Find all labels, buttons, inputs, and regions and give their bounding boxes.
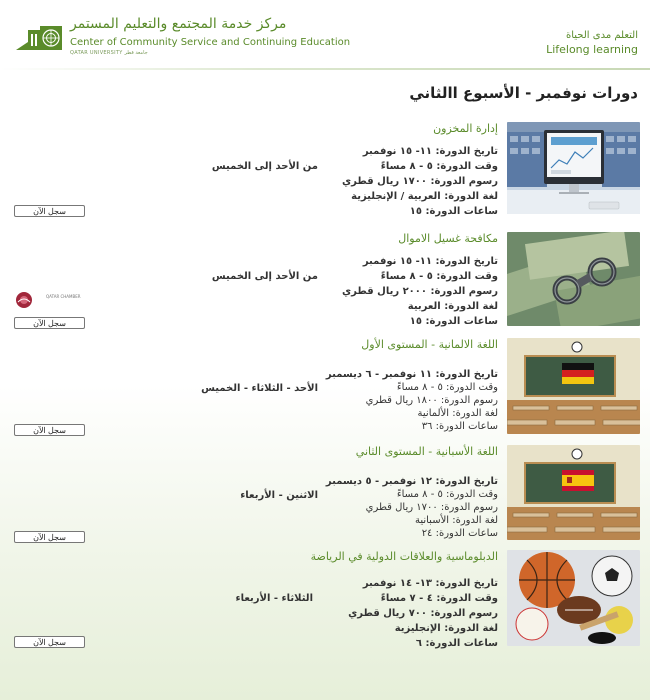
course-language: لغة الدورة: العربية: [407, 301, 498, 312]
course-time: وقت الدورة: ٤ - ٧ مساءً: [380, 593, 498, 604]
course-language: لغة الدورة: العربية / الإنجليزية: [351, 191, 498, 202]
course-hours: ساعات الدورة: ٦: [415, 638, 498, 649]
course-days: من الأحد إلى الخميس: [211, 161, 318, 172]
course-title: الدبلوماسية والعلاقات الدولية في الرياضة: [310, 550, 498, 563]
qatar-chamber-emblem-icon: [14, 290, 34, 310]
course-time: وقت الدورة: ٥ - ٨ مساءً: [396, 489, 498, 500]
course-fee: رسوم الدورة: ١٨٠٠ ريال قطري: [365, 395, 498, 406]
course-language: لغة الدورة: الأسبانية: [414, 515, 498, 526]
german-classroom-image: [507, 338, 640, 434]
course-details: [326, 475, 498, 540]
course-days: الاثنين - الأربعاء: [240, 490, 318, 501]
register-button[interactable]: سجل الآن: [14, 205, 85, 217]
course-time: وقت الدورة: ٥ - ٨ مساءً: [380, 161, 498, 172]
handcuffs-money-image: [507, 232, 640, 326]
course-title: مكافحة غسيل الاموال: [398, 232, 498, 245]
org-name-english: Center of Community Service and Continuing Education: [70, 37, 351, 48]
register-button[interactable]: سجل الآن: [14, 317, 85, 329]
lifelong-learning-arabic: التعلم مدى الحياة: [565, 30, 638, 41]
course-title: اللغة الالمانية - المستوى الأول: [361, 338, 498, 351]
org-name-arabic: مركز خدمة المجتمع والتعليم المستمر: [70, 16, 287, 32]
course-date: تاريخ الدورة: ١٣- ١٤ نوفمبر: [362, 578, 498, 589]
university-name: QATAR UNIVERSITY جامعة قطر: [70, 50, 148, 56]
course-details: [342, 144, 498, 219]
course-details: [348, 576, 498, 651]
course-fee: رسوم الدورة: ٧٠٠ ريال قطري: [348, 608, 498, 619]
course-details: [326, 368, 498, 433]
course-details: [342, 254, 498, 329]
course-time: وقت الدورة: ٥ - ٨ مساءً: [380, 271, 498, 282]
course-date: تاريخ الدورة: ١١- ١٥ نوفمبر: [362, 146, 498, 157]
register-button[interactable]: سجل الآن: [14, 424, 85, 436]
header-divider: [0, 68, 650, 70]
course-title: اللغة الأسبانية - المستوى الثاني: [355, 445, 498, 458]
course-hours: ساعات الدورة: ١٥: [409, 206, 498, 217]
course-fee: رسوم الدورة: ١٧٠٠ ريال قطري: [341, 176, 498, 187]
page-title: دورات نوفمبر - الأسبوع االثاني: [409, 84, 638, 102]
register-button[interactable]: سجل الآن: [14, 531, 85, 543]
lifelong-learning-english: Lifelong learning: [546, 43, 638, 56]
spanish-classroom-image: [507, 445, 640, 540]
course-title: إدارة المخزون: [433, 122, 498, 135]
course-time: وقت الدورة: ٥ - ٨ مساءً: [396, 382, 498, 393]
inventory-monitor-image: [507, 122, 640, 214]
course-date: تاريخ الدورة: ١١- ١٥ نوفمبر: [362, 256, 498, 267]
course-date: تاريخ الدورة: ١٢ نوفمبر - ٥ ديسمبر: [325, 476, 498, 487]
sports-balls-image: [507, 550, 640, 646]
partner-name: QATAR CHAMBER: [46, 294, 81, 299]
course-hours: ساعات الدورة: ١٥: [409, 316, 498, 327]
course-language: لغة الدورة: الإنجليزية: [394, 623, 498, 634]
course-fee: رسوم الدورة: ١٧٠٠ ريال قطري: [365, 502, 498, 513]
course-language: لغة الدورة: الألمانية: [417, 408, 498, 419]
qatar-university-logo: [14, 22, 66, 54]
page-header: [0, 0, 650, 70]
course-hours: ساعات الدورة: ٣٦: [421, 421, 498, 432]
course-days: من الأحد إلى الخميس: [211, 271, 318, 282]
qatar-chamber-logo: [14, 290, 81, 310]
register-button[interactable]: سجل الآن: [14, 636, 85, 648]
course-hours: ساعات الدورة: ٢٤: [421, 528, 498, 539]
course-fee: رسوم الدورة: ٢٠٠٠ ريال قطري: [341, 286, 498, 297]
course-date: تاريخ الدورة: ١١ نوفمبر - ٦ ديسمبر: [325, 369, 498, 380]
course-days: الثلاثاء - الأربعاء: [235, 593, 313, 604]
course-days: الأحد - الثلاثاء - الخميس: [201, 383, 318, 394]
